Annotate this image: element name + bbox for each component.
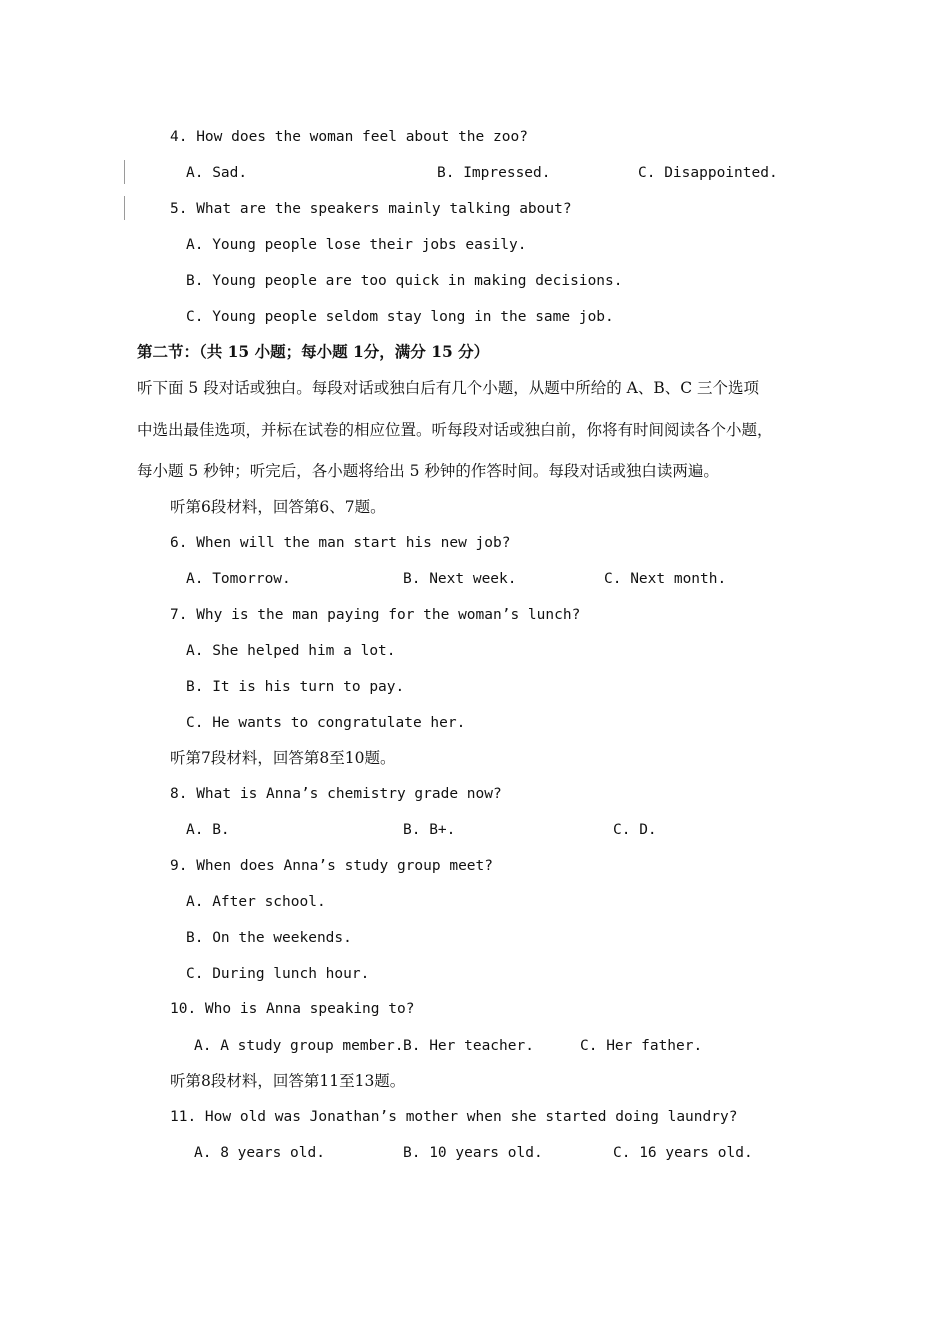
question-6-stem: 6. When will the man start his new job?: [170, 535, 511, 551]
question-4-option-a: A. Sad.: [186, 165, 248, 181]
material-6-label: 听第6段材料，回答第6、7题。: [170, 498, 386, 516]
question-11-option-a: A. 8 years old.: [194, 1145, 325, 1161]
material-8-label: 听第8段材料，回答第11至13题。: [170, 1072, 406, 1090]
margin-change-bar: [124, 160, 125, 184]
question-8-stem: 8. What is Anna’s chemistry grade now?: [170, 786, 502, 802]
question-5-option-b: B. Young people are too quick in making decisions.: [186, 273, 623, 289]
question-8-option-b: B. B+.: [403, 822, 456, 838]
material-7-label: 听第7段材料，回答第8至10题。: [170, 749, 396, 767]
question-5-stem: 5. What are the speakers mainly talking about?: [170, 201, 572, 217]
margin-change-bar: [124, 196, 125, 220]
question-8-option-a: A. B.: [186, 822, 230, 838]
question-6-option-b: B. Next week.: [403, 571, 517, 587]
question-11-option-c: C. 16 years old.: [613, 1145, 753, 1161]
question-9-option-b: B. On the weekends.: [186, 930, 352, 946]
question-9-option-c: C. During lunch hour.: [186, 966, 370, 982]
section-2-instructions-line-2: 中选出最佳选项，并标在试卷的相应位置。听每段对话或独白前，你将有时间阅读各个小题，: [137, 421, 773, 439]
question-5-option-a: A. Young people lose their jobs easily.: [186, 237, 527, 253]
question-7-stem: 7. Why is the man paying for the woman’s lunch?: [170, 607, 581, 623]
question-7-option-b: B. It is his turn to pay.: [186, 679, 405, 695]
question-7-option-a: A. She helped him a lot.: [186, 643, 396, 659]
section-2-instructions-line-3: 每小题 5 秒钟；听完后，各小题将给出 5 秒钟的作答时间。每段对话或独白读两遍。: [137, 462, 719, 480]
question-11-stem: 11. How old was Jonathan’s mother when she started doing laundry?: [170, 1109, 738, 1125]
question-7-option-c: C. He wants to congratulate her.: [186, 715, 466, 731]
question-9-option-a: A. After school.: [186, 894, 326, 910]
question-10-option-c: C. Her father.: [580, 1038, 703, 1054]
question-6-option-c: C. Next month.: [604, 571, 727, 587]
section-2-heading: 第二节：（共 15 小题；每小题 1分，满分 15 分）: [137, 342, 490, 361]
question-8-option-c: C. D.: [613, 822, 657, 838]
question-9-stem: 9. When does Anna’s study group meet?: [170, 858, 494, 874]
question-10-option-a: A. A study group member.: [194, 1038, 404, 1054]
question-10-stem: 10. Who is Anna speaking to?: [170, 1001, 415, 1017]
question-11-option-b: B. 10 years old.: [403, 1145, 543, 1161]
question-4-stem: 4. How does the woman feel about the zoo?: [170, 129, 528, 145]
section-2-instructions-line-1: 听下面 5 段对话或独白。每段对话或独白后有几个小题，从题中所给的 A、B、C 三个选项: [137, 379, 760, 397]
question-6-option-a: A. Tomorrow.: [186, 571, 291, 587]
question-10-option-b: B. Her teacher.: [403, 1038, 534, 1054]
question-5-option-c: C. Young people seldom stay long in the same job.: [186, 309, 614, 325]
question-4-option-b: B. Impressed.: [437, 165, 551, 181]
question-4-option-c: C. Disappointed.: [638, 165, 778, 181]
